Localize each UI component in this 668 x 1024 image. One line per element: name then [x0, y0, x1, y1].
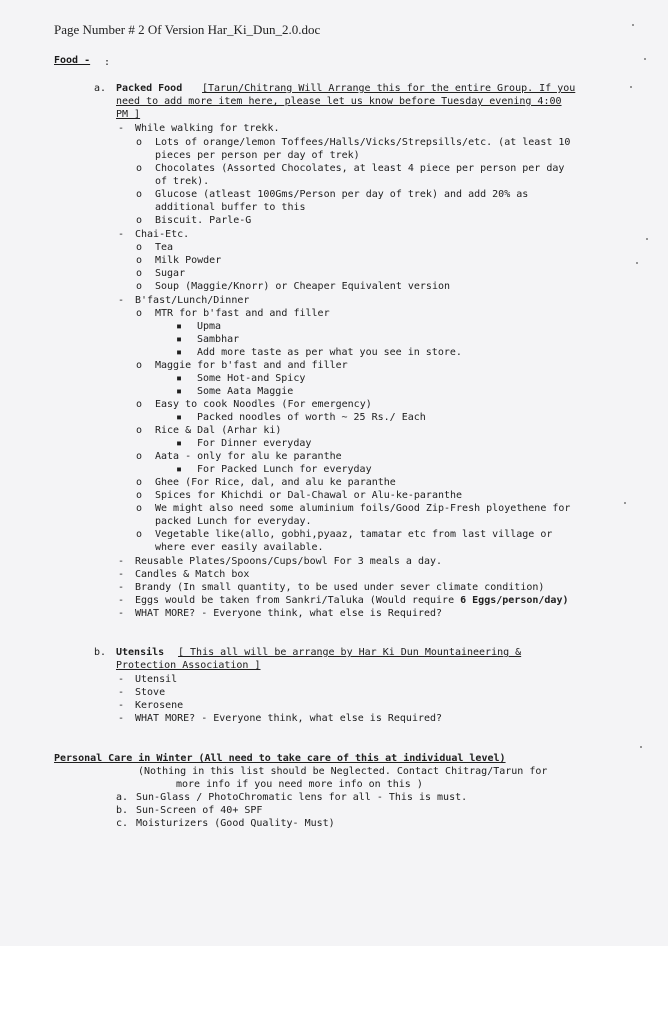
- dash-bullet: -: [118, 595, 125, 606]
- chai-item-2: Milk Powder: [155, 255, 222, 266]
- circle-bullet: o: [136, 137, 143, 148]
- scan-speck: [640, 746, 642, 748]
- personal-item-b: Sun-Screen of 40+ SPF: [136, 805, 263, 816]
- walking-label: While walking for trekk.: [135, 123, 280, 134]
- noodles-label: Easy to cook Noodles (For emergency): [155, 399, 372, 410]
- personal-care-note-1: (Nothing in this list should be Neglected. Contact Chitrag/Tarun for: [138, 766, 548, 777]
- spices-label: Spices for Khichdi or Dal-Chawal or Alu-ke-paranthe: [155, 490, 463, 501]
- dash-bullet: -: [118, 687, 125, 698]
- circle-bullet: o: [136, 215, 143, 226]
- candles-item: Candles & Match box: [135, 569, 250, 580]
- scan-speck: [632, 24, 634, 26]
- personal-item-c: Moisturizers (Good Quality- Must): [136, 818, 335, 829]
- section-a-title: Packed Food: [116, 83, 183, 94]
- personal-item-b-marker: b.: [116, 805, 129, 816]
- dash-bullet: -: [118, 674, 125, 685]
- chai-item-4: Soup (Maggie/Knorr) or Cheaper Equivalent version: [155, 281, 451, 292]
- square-bullet: ▪: [176, 438, 183, 449]
- utensil-item-4: WHAT MORE? - Everyone think, what else is Required?: [135, 713, 443, 724]
- dash-bullet: -: [118, 700, 125, 711]
- circle-bullet: o: [136, 490, 143, 501]
- scan-speck: [636, 262, 638, 264]
- utensil-item-1: Utensil: [135, 674, 178, 685]
- square-bullet: ▪: [176, 347, 183, 358]
- veg-line-2: where ever easily available.: [155, 542, 324, 553]
- section-a-note-2: need to add more item here, please let us know before Tuesday evening 4:00: [116, 96, 562, 107]
- rice-label: Rice & Dal (Arhar ki): [155, 425, 282, 436]
- square-bullet: ▪: [176, 386, 183, 397]
- personal-item-a-marker: a.: [116, 792, 129, 803]
- square-bullet: ▪: [176, 464, 183, 475]
- circle-bullet: o: [136, 189, 143, 200]
- chai-item-3: Sugar: [155, 268, 186, 279]
- scan-speck: [646, 238, 648, 240]
- walking-item-2-line-1: Chocolates (Assorted Chocolates, at least 4 piece per person per day: [155, 163, 565, 174]
- section-b-title: Utensils: [116, 647, 165, 658]
- mtr-item-2: Sambhar: [197, 334, 240, 345]
- utensil-item-3: Kerosene: [135, 700, 184, 711]
- circle-bullet: o: [136, 503, 143, 514]
- section-b-note-1: [ This all will be arrange by Har Ki Dun Mountaineering &: [178, 647, 522, 658]
- walking-item-1-line-1: Lots of orange/lemon Toffees/Halls/Vicks/Strepsills/etc. (at least 10: [155, 137, 571, 148]
- brandy-item: Brandy (In small quantity, to be used under sever climate condition): [135, 582, 545, 593]
- chai-label: Chai-Etc.: [135, 229, 190, 240]
- dash-bullet: -: [118, 608, 125, 619]
- circle-bullet: o: [136, 529, 143, 540]
- aata-item-1: For Packed Lunch for everyday: [197, 464, 372, 475]
- dash-bullet: -: [118, 556, 125, 567]
- section-b-marker: b.: [94, 647, 107, 658]
- eggs-quantity: 6 Eggs/person/day): [460, 595, 569, 606]
- circle-bullet: o: [136, 360, 143, 371]
- meals-label: B'fast/Lunch/Dinner: [135, 295, 250, 306]
- circle-bullet: o: [136, 163, 143, 174]
- ghee-label: Ghee (For Rice, dal, and alu ke paranthe: [155, 477, 396, 488]
- more-item: WHAT MORE? - Everyone think, what else is Required?: [135, 608, 443, 619]
- section-a-marker: a.: [94, 83, 107, 94]
- personal-item-a: Sun-Glass / PhotoChromatic lens for all - This is must.: [136, 792, 468, 803]
- circle-bullet: o: [136, 308, 143, 319]
- square-bullet: ▪: [176, 412, 183, 423]
- page-margin-bottom: [0, 946, 668, 1024]
- walking-item-1-line-2: pieces per person per day of trek): [155, 150, 360, 161]
- dash-bullet: -: [118, 713, 125, 724]
- aata-label: Aata - only for alu ke paranthe: [155, 451, 342, 462]
- mtr-item-3: Add more taste as per what you see in store.: [197, 347, 462, 358]
- scan-speck: [624, 502, 626, 504]
- dash-bullet: -: [118, 295, 125, 306]
- circle-bullet: o: [136, 451, 143, 462]
- walking-item-3-line-1: Glucose (atleast 100Gms/Person per day of trek) and add 20% as: [155, 189, 529, 200]
- maggie-item-2: Some Aata Maggie: [197, 386, 294, 397]
- dash-bullet: -: [118, 582, 125, 593]
- personal-care-note-2: more info if you need more info on this ): [176, 779, 423, 790]
- walking-item-3-line-2: additional buffer to this: [155, 202, 306, 213]
- mtr-item-1: Upma: [197, 321, 222, 332]
- circle-bullet: o: [136, 425, 143, 436]
- plates-item: Reusable Plates/Spoons/Cups/bowl For 3 meals a day.: [135, 556, 443, 567]
- circle-bullet: o: [136, 281, 143, 292]
- eggs-text: Eggs would be taken from Sankri/Taluka (Would require: [135, 595, 461, 606]
- section-b-note-2: Protection Association ]: [116, 660, 261, 671]
- chai-item-1: Tea: [155, 242, 174, 253]
- personal-item-c-marker: c.: [116, 818, 129, 829]
- scan-speck: [644, 58, 646, 60]
- foils-line-1: We might also need some aluminium foils/Good Zip-Fresh ployethene for: [155, 503, 571, 514]
- circle-bullet: o: [136, 477, 143, 488]
- circle-bullet: o: [136, 399, 143, 410]
- utensil-item-2: Stove: [135, 687, 166, 698]
- circle-bullet: o: [136, 242, 143, 253]
- square-bullet: ▪: [176, 321, 183, 332]
- mtr-label: MTR for b'fast and and filler: [155, 308, 330, 319]
- noodles-item-1: Packed noodles of worth ~ 25 Rs./ Each: [197, 412, 426, 423]
- walking-item-2-line-2: of trek).: [155, 176, 210, 187]
- eggs-item: [135, 594, 568, 607]
- dash-bullet: -: [118, 229, 125, 240]
- section-a-note-1: [Tarun/Chitrang Will Arrange this for the entire Group. If you: [202, 83, 576, 94]
- square-bullet: ▪: [176, 334, 183, 345]
- dash-bullet: -: [118, 569, 125, 580]
- circle-bullet: o: [136, 268, 143, 279]
- square-bullet: ▪: [176, 373, 183, 384]
- page-header: Page Number # 2 Of Version Har_Ki_Dun_2.0.doc: [54, 22, 321, 37]
- section-a-note-3: PM ]: [116, 109, 141, 120]
- maggie-label: Maggie for b'fast and and filler: [155, 360, 348, 371]
- scan-speck: [630, 86, 632, 88]
- food-colon: :: [104, 57, 111, 68]
- personal-care-heading: Personal Care in Winter (All need to take care of this at individual level): [54, 753, 506, 764]
- walking-item-4: Biscuit. Parle-G: [155, 215, 252, 226]
- maggie-item-1: Some Hot-and Spicy: [197, 373, 306, 384]
- dash-bullet: -: [118, 123, 125, 134]
- circle-bullet: o: [136, 255, 143, 266]
- rice-item-1: For Dinner everyday: [197, 438, 312, 449]
- food-heading: Food -: [54, 55, 91, 66]
- veg-line-1: Vegetable like(allo, gobhi,pyaaz, tamatar etc from last village or: [155, 529, 553, 540]
- foils-line-2: packed Lunch for everyday.: [155, 516, 312, 527]
